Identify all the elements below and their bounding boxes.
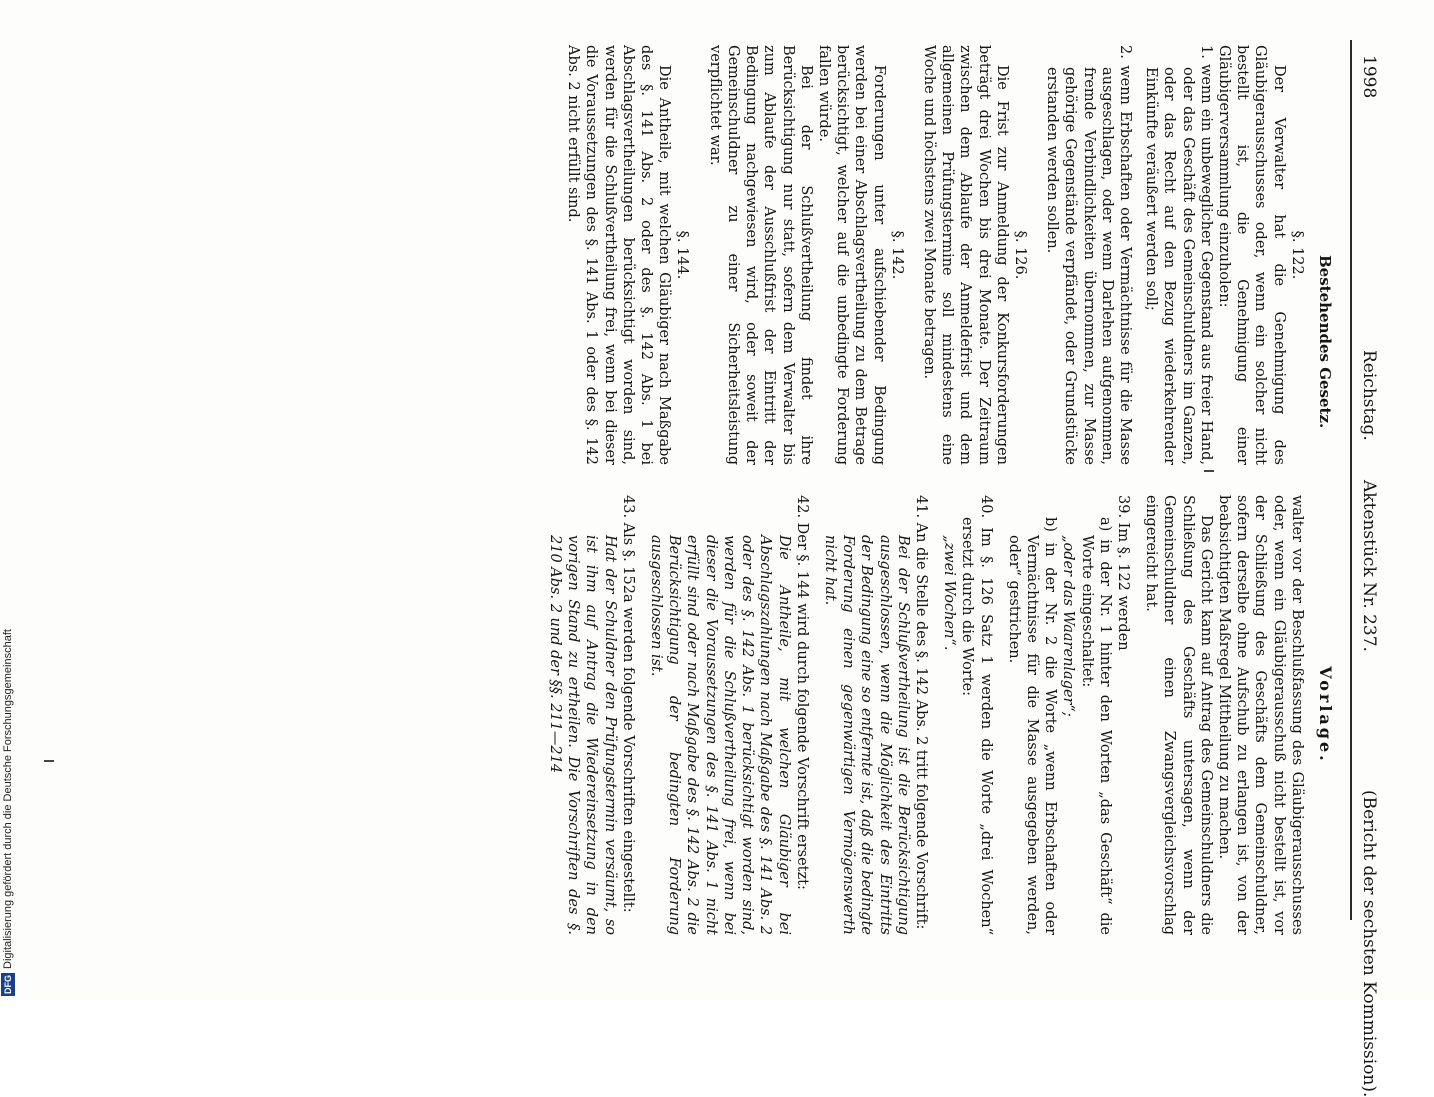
section-126-text: Die Frist zur Anmeldung der Konkursforderungen beträgt drei Wochen bis drei Monate. Der Zeitraum zwischen dem Ablaufe der Anmeldefrist und dem allgemeinen Prüfungstermine soll mindestens eine Woche und höchstens zwei Monate betragen. [920,45,1010,465]
item-41-quote: Bei der Schlußvertheilung ist die Berücksichtigung ausgeschlossen, wenn die Möglichkeit des Eintritts der Bedingung eine so entfernte ist, daß die bedingte Forderung einen gegenwärtigen Vermögenswerth nicht hat. [821,535,911,935]
item-43-text: 43. Als §. 152a werden folgende Vorschriften eingestellt: [619,495,636,913]
section-122-intro: Der Verwalter hat die Genehmigung des Gläubigerausschusses oder, wenn ein solcher nicht bestellt ist, die Genehmigung einer Gläubigerversammlung einzuholen: [1215,45,1287,465]
running-header-document-ref: Aktenstück Nr. 237. [1359,480,1379,652]
section-122-title: §. 122. [1288,230,1305,280]
section-144-text: Die Antheile, mit welchen Gläubiger nach Maßgabe des §. 141 Abs. 2 oder des §. 142 Abs. 1 bei Abschlagsvertheilungen berücksichtigt worden sind, werden für die Schlußvertheilung frei, wenn bei dieser die Voraussetzungen des §. 141 Abs. 1 oder des §. 142 Abs. 2 nicht erfüllt sind. [565,45,673,465]
item-42-text: 42. Der §. 144 wird durch folgende Vorschrift ersetzt: [793,495,810,890]
section-142-title: §. 142. [888,230,905,280]
section-142-paragraph-1: Forderungen unter aufschiebender Bedingung werden bei einer Abschlagsvertheilung zu dem Betrage berücksichtigt, welcher auf die unbedingte Forderung fallen würde. [815,45,887,465]
right-column [94,495,1334,935]
right-column-heading: Vorlage. [1316,666,1335,764]
continued-paragraph-2: Das Gericht kann auf Antrag des Gemeinschuldners die Schließung des Geschäfts untersagen, wenn der Gemeinschuldner einen Zwangsvergleichsvorschlag eingereicht hat. [1143,495,1214,935]
digitization-credit [2,606,14,996]
scan-mark [44,760,54,762]
item-43-quote: Hat der Schuldner den Prüfungstermin versäumt, so ist ihm auf Antrag die Wiedereinsetzung in den vorigen Stand zu ertheilen. Die Vorschriften des §. 210 Abs. 2 und der §§. 211—214 [547,535,618,935]
item-40-quote: „zwei Wochen“. [941,535,958,651]
running-header-report-note: (Bericht der sechsten Kommission). [1359,790,1379,1097]
item-40-text: 40. Im §. 126 Satz 1 werden die Worte „drei Wochen“ ersetzt durch die Worte: [959,495,994,935]
running-header-publication: Reichstag. [1359,350,1379,441]
section-126-title: §. 126. [1011,230,1028,280]
header-rule [1350,40,1352,920]
section-144-title: §. 144. [674,230,691,280]
item-39-sub-a-quote: „oder das Waarenlager“; [1060,535,1077,717]
section-122-item-2: 2. wenn Erbschaften oder Vermächtnisse für die Masse ausgeschlagen, oder wenn Darlehen aufgenommen, fremde Verbindlichkeiten übernommen, zur Masse gehörige Gegenstände verpfändet, oder Grundstücke erstanden werden sollen. [1044,45,1133,465]
left-column [94,45,1334,465]
left-column-heading: Bestehendes Gesetz. [1316,255,1334,429]
item-39-label: 39. Im §. 122 werden [1114,495,1131,651]
item-41-text: 41. An die Stelle des §. 142 Abs. 2 tritt folgende Vorschrift: [912,495,929,930]
item-39-sub-b: b) in der Nr. 2 die Worte „wenn Erbschaften oder Vermächtnisse für die Masse ausgegeben werden, oder“ gestrichen. [1005,517,1059,935]
dfg-logo: DFG [3,975,13,994]
section-122-item-1: 1. wenn ein unbeweglicher Gegenstand aus freier Hand, oder das Geschäft des Gemeinschuldners im Ganzen, oder das Recht auf den Bezug wiederkehrender Einkünfte veräußert werden soll; [1143,45,1214,465]
item-42-quote: Die Antheile, mit welchen Gläubiger bei Abschlagszahlungen nach Maßgabe des §. 141 Abs. 2 oder des §. 142 Abs. 1 berücksichtigt worden sind, werden für die Schlußvertheilung frei, wenn bei dieser die Voraussetzungen des §. 141 Abs. 1 nicht erfüllt sind oder nach Maßgabe des §. 142 Abs. 2 die Berücksichtigung der bedingten Forderung ausgeschlossen ist. [648,535,792,935]
section-142-paragraph-2: Bei der Schlußvertheilung findet ihre Berücksichtigung nur statt, sofern dem Verwalter bis zum Ablaufe der Ausschlußfrist der Eintritt der Bedingung nachgewiesen wird, oder soweit der Gemeinschuldner zu einer Sicherheitsleistung verpflichtet war. [706,45,814,465]
continued-paragraph-1: walter vor der Beschlußfassung des Gläubigerausschusses oder, wenn ein Gläubigerausschuß nicht bestellt ist, vor der Schließung des Geschäfts dem Gemeinschuldner, sofern derselbe ohne Aufschub zu erlangen ist, von der beabsichtigten Maßregel Mittheilung zu machen. [1215,495,1305,935]
scan-mark [1204,470,1214,472]
digitization-credit-text: Digitalisierung gefördert durch die Deutsche Forschungsgemeinschaft [2,629,14,969]
item-39-sub-a: a) in der Nr. 1 hinter den Worten „das Geschäft“ die Worte eingeschaltet: [1078,517,1113,935]
page-number: 1998 [1359,55,1379,99]
